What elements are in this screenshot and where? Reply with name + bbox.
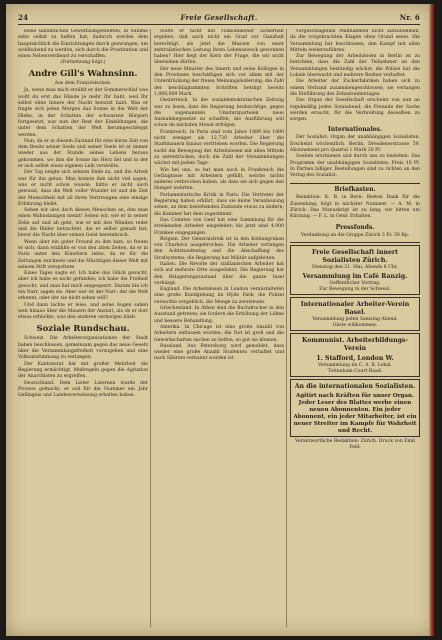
binding-edge xyxy=(429,4,434,636)
ad-line: Tottenham Court Road. xyxy=(327,369,383,375)
article-paragraph: Und dann lachte er leise, und seine Augen sahen weit hinaus über die Mauern der Anstalt, als ob er dort etwas erblickte, was den anderen verborgen blieb. xyxy=(18,302,148,321)
section-rule xyxy=(290,242,420,243)
internationales-more: Soeben erschienen und durch uns zu beziehen: Das Programm der unabhängigen Sozialisten. Preis 10 Pf. In Partien billiger. Bestellungen sind zu richten an den Verlag des Sozialist. xyxy=(290,154,420,179)
news-paragraph: England. Die Arbeitslosen in London veranstalteten eine große Kundgebung im Hyde Park; die Polizei versuchte vergeblich, die Menge zu zerstreuen. xyxy=(154,287,284,305)
column-1 xyxy=(18,29,148,629)
appeal-box xyxy=(290,379,420,437)
newspaper-title: Freie Gesellschaft. xyxy=(180,13,258,22)
header-rule xyxy=(18,24,420,25)
news-paragraph: Das Organ der Gesellschaft erscheint von nun an regelmäßig jeden Sonnabend; die Freunde der Sache werden ersucht, für die Verbreitung desselben zu sorgen. xyxy=(290,98,420,123)
news-item-frankreich: Frankreich. In Paris sind vom Jahre 1889 bis 1890 nicht weniger als 12,730 Arbeiter über die Stadtmauern hinaus vertrieben worden. Die Regierung sucht die Bewegung der Arbeitslosen mit allen Mitteln zu unterdrücken; doch die Zahl der Versammlungen wächst mit jedem Tage. xyxy=(154,129,284,167)
ad-title: Internationaler Arbeiter-Verein Basel. xyxy=(300,301,410,317)
page-header xyxy=(18,13,420,23)
column-divider xyxy=(286,29,287,627)
ad-title: Kommunist. Arbeiterbildungs-Verein xyxy=(302,337,408,353)
ad-title: Freie Gesellschaft innert Sozialisten Zürich. xyxy=(311,249,399,265)
article-paragraph: Der Tag neigte sich seinem Ende zu, und die Arbeit war für ihn getan. Man konnte ihm nicht viel sagen, was er nicht schon wusste, hätte er nicht auch gewusst, dass die Welt voller Wunder ist und die Zeit der Menschheit mit all ihren Verirrungen eine einzige Erfahrung bleibt. xyxy=(18,170,148,207)
column-divider xyxy=(150,29,151,627)
news-paragraph: Deutschland. Dem Leiter Laternen wurde der Prozess gemacht; er soll für die Nummer ein Jahr Gefängnis und Landesverweisung erhalten haben. xyxy=(18,380,148,399)
ad-line-bold: 1. Stafford, London W. xyxy=(316,355,394,363)
briefkasten-text: Redaktion. K. B. in Bern: Besten Dank für die Zusendung; folgt in nächster Nummer. — A. M. in Zürich: Das Manuskript ist zu lang; wir bitten um Kürzung. — F. L. in Genf: Erhalten. xyxy=(290,195,420,220)
appeal-title: An die internationalen Sozialisten. xyxy=(294,383,416,391)
ad-line: Zur Bewegung in der Schweiz. xyxy=(319,287,391,293)
column-2 xyxy=(154,29,284,629)
news-paragraph: Zur Bewegung der Arbeitslosen in Berlin ist zu berichten, dass die Zahl der Teilnehmer an den Versammlungen beständig wächst; die Polizei hat die Lokale überwacht und mehrere Redner verhaftet. xyxy=(290,54,420,79)
pressfonds-title: Pressfonds. xyxy=(335,223,375,231)
meeting-ad-basel xyxy=(290,297,420,331)
article-paragraph: Sehen wir also doch diesen Menschen an, den man einen Wahnsinnigen nennt! Sehen wir, wie er in seiner Zelle auf und ab geht, wie er mit den Wänden redet und die Bilder betrachtet, die er selbst gemalt hat, bevor die Nacht über seinen Geist hereinbrach. xyxy=(18,208,148,239)
news-paragraph: Das Comitee von Genf hat eine Sammlung für die streikenden Arbeiter eingeleitet; bis jetzt sind 4,000 Franken eingegangen. xyxy=(154,217,284,236)
news-paragraph: Amerika. In Chicago ist eine große Anzahl von Arbeitern entlassen worden; die Not ist groß und die Gewerkschaften suchen zu helfen, so gut sie können. xyxy=(154,324,284,343)
news-paragraph: Der Kantonsrat hat mit großer Mehrheit die Regierung ermächtigt, Maßregeln gegen die Agitation der Anarchisten zu ergreifen. xyxy=(18,361,148,380)
briefkasten-title: Briefkasten. xyxy=(334,186,376,194)
meeting-ad-zurich xyxy=(290,245,420,295)
issue-number: Nr. 6 xyxy=(399,13,420,22)
ad-line: Versammlung jeden Samstag Abend. xyxy=(312,317,398,323)
news-paragraph: Der neue Minister des Innern und seine Kollegen in den Provinzen beschäftigen sich vor allem mit der Unterdrückung der freien Meinungsäußerung; die Zahl der beschlagnahmten Schriften beträgt bereits 1,000,000 Mark. xyxy=(154,66,284,97)
news-paragraph: vorgeschlagenen Maßnahmen nicht aufzunehmen, da die vorgebrachten Klagen ohne Grund seien. Die Versammlung hat beschlossen, den Kampf mit allen Mitteln weiterzuführen. xyxy=(290,29,420,53)
article-paragraph: Ja, wenn man mich erzählt er der Sommerschlaf was wollt du erst das Hände je mehr Ihr habt, weil Ihr selbst ohne Innere der Nacht benutzt habt. Was er fragte sich jeden Morgen das Sonne in die Welt der Hiebe, in der Schatten der schwarzen Bürgern fortgesetzt, war nun der Rest der Einbildungen, die unter dem Schatten der Welt herumgeschleppt werden. xyxy=(18,88,148,138)
intro-credit: (Fortsetzung folgt.) xyxy=(60,60,106,66)
news-paragraph: Wie bei uns, so hat man auch in Frankreich die Gefängnisse mit Arbeitern gefüllt, welche nichts anderes verbrochen haben, als dass sie sich gegen den Hunger wehrten. xyxy=(154,167,284,192)
internationales-title: Internationales. xyxy=(327,126,383,134)
page-number: 24 xyxy=(18,13,29,22)
news-paragraph: Die Arbeiter der Zuckerfabriken haben sich zu einem Verband zusammengeschlossen; sie verlangen die Einführung des Zehnstundentages. xyxy=(290,79,420,97)
article-paragraph: Wenn aber ein guter Freund zu ihm kam, so freute er sich; dann erzählte er von den alten Zeiten, da er in Paris unter den Künstlern lebte, da er für die Zeitungen zeichnete und die Mächtigen dieser Welt mit seinem Stift verspottete. xyxy=(18,239,148,270)
ad-line: Gäste willkommen. xyxy=(332,323,378,329)
intro-paragraph: seine sämmtlichen Gewerbsangestellten, in Summe zehn selbst zu helfen hat; dadurch werden dem hauptsächlich die Einrichtungen durch gezwungen, um wohlhabend zu werden, sich durch die Prostitution und einen Nebenverdienst zu verschaffen. xyxy=(18,29,148,60)
article-paragraph: Nun, da er in diesem Zustand für eine kurze Zeit von dem Besitz seiner Seele und seiner Seele ist er immer wieder aus der Stunde seines Lebens heraus gekommen, wo ihm die Sonne ins Herz fiel und in der er sich selbst einen eigenen Leib vorstellte. xyxy=(18,138,148,170)
news-paragraph: Griechenland. In Athen sind die Buchdrucker in den Ausstand getreten; sie fordern die Erhöhung der Löhne und bessere Behandlung. xyxy=(154,306,284,324)
section-rule xyxy=(290,183,420,184)
news-paragraph: Schweiz. Die Arbeiterorganisationen der Stadt haben beschlossen, gemeinsam gegen das neue Gesetz über die Versammlungsfreiheit vorzugehen und eine Volksabstimmung zu verlangen. xyxy=(18,336,148,361)
column-3 xyxy=(290,29,420,629)
pressfonds-text: Verdankung an die Gruppe Zürich 3 Fr. 50 Rp. xyxy=(300,232,410,238)
newspaper-page xyxy=(6,4,434,636)
news-paragraph: Sollte er nicht mit vollkommener Sicherheit ergeben, daß auch nicht ein Grad zur Ganzheit berechtigt, als jetzt die Massen von einer zentralistischen Leitung ihren Lebenszweck gewonnen haben? Hier liegt der Kern der Frage, die wir nicht übersehen dürfen. xyxy=(154,29,284,66)
ad-line: Versammlung im C. A. B. Lokal. xyxy=(318,363,392,369)
article-subtitle: Aus dem Französischen. xyxy=(54,81,112,87)
meeting-ad-london xyxy=(290,333,420,377)
appeal-text: Agitirt nach Kräften für unser Organ. Jeder Leser des Blattes werbe einen neuen Abonnenten. Ein jeder Abonnent, ein jeder Mitarbeiter, ist ein neuer Streiter im Kampfe für Wahrheit und Recht. xyxy=(293,393,417,435)
news-paragraph: Russland. Aus Petersburg wird gemeldet, dass wieder eine große Anzahl Studenten verhaftet und nach Sibirien verbannt worden ist. xyxy=(154,343,284,362)
imprint: Verantwortliche Redaktion: Zürich. Druck von Emil Feld. xyxy=(295,439,415,451)
ad-line-bold: Versammlung im Café Ranzig. xyxy=(302,273,408,281)
news-section-title: Soziale Rundschau. xyxy=(36,324,130,335)
news-item-oesterreich: Oesterreich. In der sozialdemokratischen Zeitung war zu lesen, dass die Regierung beabsichtige, gegen die sogenannten Umsturzparteien neue Ausnahmegesetze zu schaffen; die Ausführung soll schon im nächsten Monat erfolgen. xyxy=(154,98,284,129)
news-paragraph: Belgien. Der Generalstreik ist in den Kohlengruben von Charleroi ausgebrochen. Die Arbeiter verlangen den Achtstundentag und die Abschaffung des Strafsystems; die Regierung hat Militär aufgeboten. xyxy=(154,236,284,261)
internationales-text: Der Sozialist: Organ der unabhängigen Sozialisten. Erscheint wöchentlich. Berlin, Dresdenerstrasse 59. Abonnement pro Quartal 1 Mark 30 Pf. xyxy=(290,135,420,154)
news-paragraph: Parlamentarische Kritik in Paris. Die Vertreter der Regierung haben erklärt, dass sie keine Veranlassung sehen, an dem bestehenden Zustande etwas zu ändern; die Kammer hat dem zugestimmt. xyxy=(154,192,284,217)
article-title: Andre Gill's Wahnsinn. xyxy=(28,69,138,80)
ad-line: Dienstag den 21. Mai, Abends 8 Uhr, xyxy=(312,265,398,271)
news-paragraph: Italien. Die Revolte der sizilianischen Arbeiter hat sich auf mehrere Orte ausgedehnt. Die Regierung hat den Belagerungszustand über die ganze Insel verhängt. xyxy=(154,261,284,286)
ad-line: Oeffentlicher Vortrag. xyxy=(329,281,381,287)
article-paragraph: Eines Tages sagte er: Ich habe das Glück gesucht, aber ich habe es nicht gefunden; ich habe die Freiheit gesucht, und man hat mich eingesperrt. Darum bin ich ein Narr, sagen sie. Aber wer ist der Narr: der die Welt erkennt, oder der sie nicht sehen will? xyxy=(18,271,148,302)
